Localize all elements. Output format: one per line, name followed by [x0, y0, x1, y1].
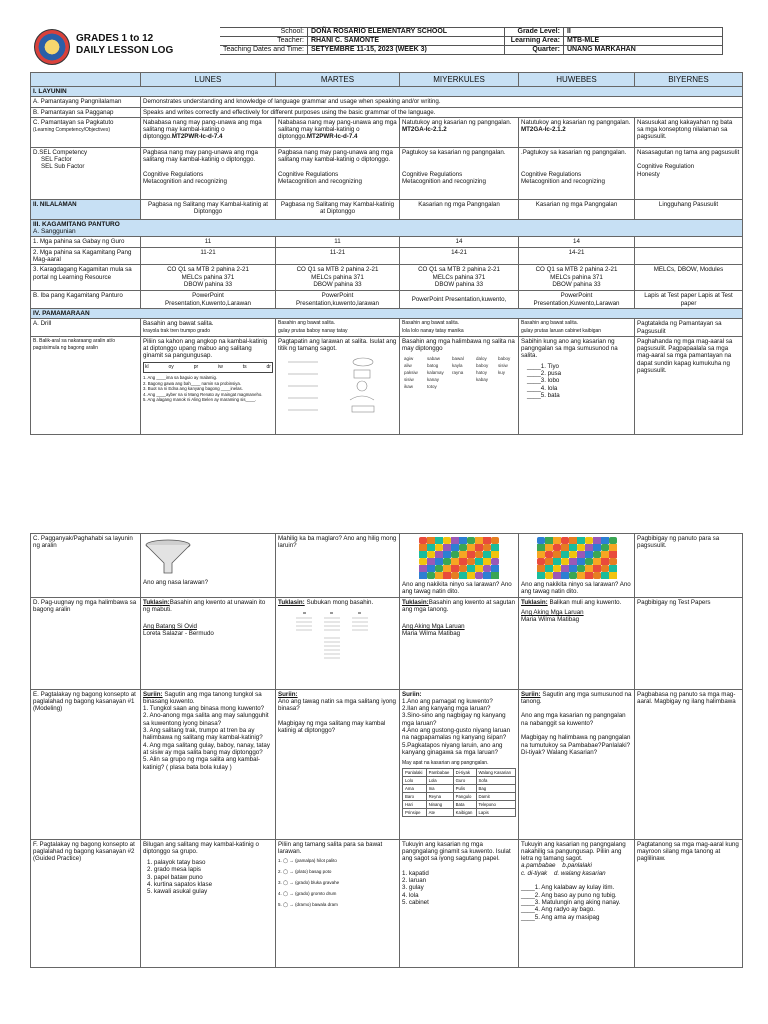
puzzle-piece [491, 551, 499, 558]
puzzle-piece [537, 572, 545, 579]
svg-text:batog: batog [427, 363, 439, 369]
puzzle-piece [459, 572, 467, 579]
puzzle-piece [467, 537, 475, 544]
puzzle-piece [467, 565, 475, 572]
puzzle-piece [577, 565, 585, 572]
header [30, 27, 740, 69]
puzzle-piece [475, 565, 483, 572]
puzzle-piece [585, 551, 593, 558]
puzzle-piece [443, 551, 451, 558]
puzzle-piece [475, 544, 483, 551]
puzzle-pieces-image [537, 537, 617, 579]
puzzle-piece [483, 572, 491, 579]
puzzle-piece [585, 565, 593, 572]
puzzle-piece [475, 537, 483, 544]
puzzle-piece [467, 544, 475, 551]
puzzle-piece [585, 572, 593, 579]
puzzle-piece [569, 537, 577, 544]
puzzle-piece [451, 537, 459, 544]
dates-value: SETYEMBRE 11-15, 2023 (WEEK 3) [307, 46, 504, 55]
svg-text:hatoy: hatoy [476, 370, 488, 376]
puzzle-piece [537, 544, 545, 551]
puzzle-piece [491, 544, 499, 551]
puzzle-piece [537, 551, 545, 558]
puzzle-piece [467, 572, 475, 579]
puzzle-piece [601, 544, 609, 551]
puzzle-piece [451, 565, 459, 572]
area-value: MTB-MLE [563, 37, 722, 46]
puzzle-piece [609, 544, 617, 551]
day-header: LUNES [141, 73, 276, 87]
puzzle-piece [419, 565, 427, 572]
puzzle-piece [585, 558, 593, 565]
svg-text:sisiw: sisiw [404, 377, 414, 383]
puzzle-piece [553, 565, 561, 572]
lesson-log-table-continued: C. Pagganyak/Paghahabi sa layunin ng aralin Ano ang nasa larawan? Mahilig ka ba maglaro? Ano ang hilig mong laruin? Ano ang nakikita ninyo sa larawan? Ano ang tawag natin dito. Ano ang nakikita ninyo sa larawan? Ano ang tawag natin dito. Pagbibigay ng panuto para sa pagsusulit. D. Pag-uugnay ng mga halimbawa sa bagong aralin Tuklasin:Basahin ang kwento at unawain ito ng mabuti. Ang Batang Si Ovid Loreta Salazar - Bermudo Tuklasin: Subukan mong basahin. Tuklasin:Basahin ang kwento at sagutan ang mga tanong. Ang Aking Mga Laruan Maria Wilma Matibag Tuklasin: Balikan muli ang kuwento. Ang Aking Mga Laruan Maria Wilma Matibag Pagbibigay ng Test Papers E. Pagtalakay ng bagong konsepto at paglalahad ng bagong kasanayan #1 (Modeling) Suriin: Sagutin ang mga tanong tungkol sa binasang kuwento. 1. Tungkol saan ang binasa mong kuwento? 2. Ano-anong mga salita ang may salungguhit sa kuwentong iyong binasa? 3. Ang salitang trak, trumpo at tren ba ay halimbawa ng salitang may kambal-katinig? 4. Ang mga salitang gulay, baboy, nanay, tatay at sisiw ay mga salita bang may diptonggo? 5. Alin sa grupo ng mga salita ang kambal-katinig? ( plasa bata bola kulay ) Suriin: Ano ang tawag natin sa mga salitang iyong binasa? Magbigay ng mga salitang may kambal katinig at diptonggo? Suriin: 1.Ano ang pamagat ng kuwento? 2.Ilan ang kanyang mga laruan? 3.Sino-sino ang nagbigay ng kanyang mga laruan? 4.Ano ang gustong-gusto niyang laruan na nagpapamalas ng kanyang isipan? 5.Pagkatapos niyang laruin, ano ang kanyang ginagawa sa mga laruan? May apat na kasarian ang pangngalan. Panlalaki Pambabae Di-tiyak Walang Kasarian Lolo Lola Guro Sofa Ama Ina Pulis Bag Baro Reyna Pangulo Damit Hari Ninang Bata Telepono Prinsipe Ate Kaibigan Lapis Suriin: Sagutin ang mga sumusunod na tanong. Ano ang mga kasarian ng pangngalan na nabanggit sa kuwento? Magbigay ng halimbawa ng pangngalan na tumutukoy sa Pambabae?Panlalaki?Di-tiyak? Walang Kasarian? Pagbabasa ng panuto sa mga mag-aaral. Magbigay ng ilang halimbawa F. Pagtalakay ng bagong konsepto at paglalahad ng bagong kasanayan #2 (Guided Practice) Bilugan ang salitang may kambal-katinig o diptonggo sa grupo. 1. palayok tatay baso 2. grado mesa lapis 3. papel bataw puno 4. kurtina sapatos klase 5. kawali asukal gulay Piliin ang tamang salita para sa bawat larawan. 1. ◯ → (pamalpa) hilot palito 2. ◯ → (plato) basag poto 3. ◯ → (grado) bluka gravahe 4. ◯ → (grado) gromto drum 5. ◯ → (dramo) bawala dram Tukuyin ang kasarian ng mga pangngalang ginamit sa kuwento. Isulat ang sagot sa iyong sagutang papel. 1. kapatid 2. laruan 3. gulay 4. lola 5. cabinet Tukuyin ang kasarian ng pangngalang nakahilig sa pangungusap. Piliin ang letra ng tamang sagot. a.pambabae b.panlalaki c. di-tiyak d. walang kasarian ____1. Ang kalabaw ay kulay itim. ____2. Ang baso ay puno ng tubig. ____3. Matulungin ang aking nanay. ____4. Ang radyo ay bago. ____5. Ang ama ay masipag Pagtatanong sa mga mag-aaral kung mayroon silang mga tanong at paglilinaw. [30, 533, 743, 968]
day-header: HUWEBES [519, 73, 635, 87]
puzzle-piece [593, 572, 601, 579]
puzzle-piece [585, 544, 593, 551]
puzzle-piece [443, 565, 451, 572]
puzzle-piece [553, 558, 561, 565]
svg-text:daloy: daloy [476, 356, 487, 362]
puzzle-piece [545, 544, 553, 551]
gender-table: Panlalaki Pambabae Di-tiyak Walang Kasarian Lolo Lola Guro Sofa Ama Ina Pulis Bag Baro Reyna Pangulo Damit Hari Ninang Bata Telepono Prinsipe Ate Kaibigan Lapis [402, 768, 516, 817]
puzzle-piece [545, 537, 553, 544]
puzzle-pieces-image [419, 537, 499, 579]
matching-exercise-image [278, 354, 388, 414]
puzzle-piece [459, 544, 467, 551]
puzzle-piece [427, 565, 435, 572]
svg-text:sisiw: sisiw [498, 363, 508, 369]
puzzle-piece [467, 558, 475, 565]
svg-text:agiw: agiw [404, 356, 414, 362]
puzzle-piece [561, 551, 569, 558]
puzzle-piece [609, 565, 617, 572]
puzzle-piece [459, 537, 467, 544]
svg-text:kabay: kabay [476, 377, 489, 383]
puzzle-piece [561, 565, 569, 572]
puzzle-piece [561, 537, 569, 544]
page-title: GRADES 1 to 12 DAILY LESSON LOG [76, 33, 174, 56]
puzzle-piece [483, 537, 491, 544]
svg-text:totoy: totoy [427, 384, 437, 390]
puzzle-piece [577, 544, 585, 551]
puzzle-piece [443, 558, 451, 565]
teacher-value: RHANI C. SAMONTE [307, 37, 504, 46]
puzzle-piece [467, 551, 475, 558]
header-meta: School: DOÑA ROSARIO ELEMENTARY SCHOOL Grade Level: II Teacher: RHANI C. SAMONTE Learning Area: MTB-MLE Teaching Dates and Time: SETYEMBRE 11-15, 2023 (WEEK 3) Quarter: UNANG MARKAHAN [220, 27, 723, 55]
puzzle-piece [451, 551, 459, 558]
puzzle-piece [553, 544, 561, 551]
puzzle-piece [545, 558, 553, 565]
puzzle-piece [545, 551, 553, 558]
svg-text:rayna: rayna [452, 370, 464, 376]
puzzle-piece [483, 565, 491, 572]
school-value: DOÑA ROSARIO ELEMENTARY SCHOOL [307, 28, 504, 37]
puzzle-piece [545, 565, 553, 572]
puzzle-piece [451, 544, 459, 551]
puzzle-piece [435, 572, 443, 579]
day-header: MIYERKULES [400, 73, 519, 87]
puzzle-piece [609, 537, 617, 544]
puzzle-piece [427, 537, 435, 544]
puzzle-piece [561, 572, 569, 579]
puzzle-piece [459, 551, 467, 558]
grade-value: II [563, 28, 722, 37]
puzzle-piece [483, 551, 491, 558]
deped-seal-icon [34, 29, 70, 65]
puzzle-piece [601, 565, 609, 572]
puzzle-piece [419, 558, 427, 565]
puzzle-piece [593, 544, 601, 551]
puzzle-piece [601, 572, 609, 579]
puzzle-piece [537, 565, 545, 572]
puzzle-piece [577, 537, 585, 544]
puzzle-piece [569, 558, 577, 565]
puzzle-piece [427, 572, 435, 579]
svg-text:paksiw: paksiw [404, 370, 418, 376]
puzzle-piece [553, 551, 561, 558]
puzzle-piece [537, 558, 545, 565]
puzzle-piece [419, 544, 427, 551]
quarter-value: UNANG MARKAHAN [563, 46, 722, 55]
puzzle-piece [435, 551, 443, 558]
puzzle-piece [569, 572, 577, 579]
puzzle-piece [545, 572, 553, 579]
puzzle-piece [609, 558, 617, 565]
puzzle-piece [577, 572, 585, 579]
puzzle-piece [561, 544, 569, 551]
puzzle-piece [585, 537, 593, 544]
svg-text:kuy: kuy [498, 370, 506, 376]
page-1 [0, 0, 768, 500]
svg-text:ikaw: ikaw [404, 384, 414, 390]
diphthong-word-table [402, 352, 517, 394]
puzzle-piece [451, 558, 459, 565]
puzzle-piece [577, 558, 585, 565]
puzzle-piece [443, 544, 451, 551]
section-layunin: I. LAYUNIN [31, 87, 743, 97]
puzzle-piece [483, 558, 491, 565]
puzzle-piece [601, 558, 609, 565]
puzzle-piece [553, 537, 561, 544]
puzzle-piece [593, 551, 601, 558]
puzzle-piece [569, 544, 577, 551]
puzzle-piece [443, 572, 451, 579]
puzzle-piece [475, 551, 483, 558]
puzzle-piece [609, 572, 617, 579]
puzzle-piece [569, 551, 577, 558]
day-header: BIYERNES [635, 73, 743, 87]
puzzle-piece [419, 572, 427, 579]
puzzle-piece [593, 565, 601, 572]
svg-text:bawal: bawal [452, 356, 464, 362]
puzzle-piece [491, 565, 499, 572]
puzzle-piece [427, 544, 435, 551]
puzzle-piece [427, 551, 435, 558]
puzzle-piece [459, 558, 467, 565]
svg-text:kalamay: kalamay [427, 370, 444, 376]
options-box: kl oy pr iw ts dr [143, 362, 273, 373]
word-list-image [278, 606, 396, 670]
puzzle-piece [491, 537, 499, 544]
puzzle-piece [435, 565, 443, 572]
svg-text:kayla: kayla [452, 363, 463, 369]
page-2 [0, 525, 768, 1024]
puzzle-piece [475, 558, 483, 565]
puzzle-piece [419, 551, 427, 558]
puzzle-piece [577, 551, 585, 558]
puzzle-piece [475, 572, 483, 579]
svg-text:kanay: kanay [427, 377, 440, 383]
svg-text:baboy: baboy [476, 363, 489, 369]
day-header: MARTES [276, 73, 400, 87]
puzzle-piece [601, 551, 609, 558]
puzzle-piece [553, 572, 561, 579]
puzzle-piece [609, 551, 617, 558]
puzzle-piece [569, 565, 577, 572]
svg-text:sabaw: sabaw [427, 356, 441, 362]
puzzle-piece [491, 572, 499, 579]
funnel-icon [143, 539, 193, 575]
puzzle-piece [451, 572, 459, 579]
puzzle-piece [561, 558, 569, 565]
puzzle-piece [537, 537, 545, 544]
puzzle-piece [491, 558, 499, 565]
puzzle-piece [483, 544, 491, 551]
puzzle-piece [593, 537, 601, 544]
puzzle-piece [593, 558, 601, 565]
puzzle-piece [419, 537, 427, 544]
puzzle-piece [601, 537, 609, 544]
puzzle-piece [435, 537, 443, 544]
puzzle-piece [435, 544, 443, 551]
svg-text:aliw: aliw [404, 363, 412, 369]
puzzle-piece [427, 558, 435, 565]
puzzle-piece [459, 565, 467, 572]
lesson-log-table: LUNES MARTES MIYERKULES HUWEBES BIYERNES I. LAYUNIN A. Pamantayang Pangnilalaman Demonstrates understanding and knowledge of language grammar and usage when speaking and/or writing. B. Pamantayan sa Pagganap Speaks and writes correctly and effectively for different purposes using the basic grammar of the language. C. Pamantayan sa Pagkatuto (Learning Competency/Objectives) Nababasa nang may pang-unawa ang mga salitang may kambal-katinig o diptonggo.MT2PWR-Ic-d-7.4 Nababasa nang may pang-unawa ang mga salitang may kambal-katinig o diptonggo.MT2PWR-Ic-d-7.4 Natutukoy ang kasarian ng pangngalan. MT2GA-Ic-2.1.2 Natutukoy ang kasarian ng pangngalan. MT2GA-Ic-2.1.2 Nasusukat ang kakayahan ng bata sa mga konseptong nilalaman sa pagsusulit. D.SEL Competency SEL Factor SEL Sub Factor Pagbasa nang may pang-unawa ang mga salitang may kambal-katinig o diptonggo. Cognitive Regulations Metacognition and recognizing Pagbasa nang may pang-unawa ang mga salitang may kambal-katinig o diptonggo. Cognitive Regulations Metacognition and recognizing Pagtukoy sa kasarian ng pangngalan. Cognitive Regulations Metacognition and recognizing .Pagtukoy sa kasarian ng pangngalan. Cognitive Regulations Metacognition and recognizing Nasasagutan ng tama ang pagsusulit Cognitive Regulation Honesty II. NILALAMAN Pagbasa ng Salitang may Kambal-katinig at Diptonggo Pagbasa ng Salitang may Kambal-katinig at Diptonggo Kasarian ng mga Pangngalan Kasarian ng mga Pangngalan Lingguhang Pasusulit III. KAGAMITANG PANTURO A. Sanggunian 1. Mga pahina sa Gabay ng Guro 11 11 14 14 2. Mga pahina sa Kagamitang Pang Mag-aaral 11-21 11-21 14-21 14-21 3. Karagdagang Kagamitan mula sa portal ng Learning Resource CO Q1 sa MTB 2 pahina 2-21 MELCs pahina 371 DBOW pahina 33 CO Q1 sa MTB 2 pahina 2-21 MELCs pahina 371 DBOW pahina 33 CO Q1 sa MTB 2 pahina 2-21 MELCs pahina 371 DBOW pahina 33 CO Q1 sa MTB 2 pahina 2-21 MELCs pahina 371 DBOW pahina 33 MELCs, DBOW, Modules B. Iba pang Kagamitang Panturo PowerPoint Presentation,Kuwento,Larawan PowerPoint Presentation,kuwento,larawan PowerPoint Presentation,kuwento, PowerPoint Presentation,Kuwento,Larawan Lapis at Test paper Lapis at Test paper IV. PAMAMARAAN A. Drill Basahin ang bawat salita. krayola trak tren trumpo grado Basahin ang bawat salita. gulay prutas baboy nanay tatay Basahin ang bawat salita. lola lolo nanay tatay manika Basahin ang bawat salita. gulay prutas laruan cabinet kaibigan Pagtatakda ng Pamantayan sa Pagsusulit B. Balik-aral sa nakaraang aralin at/o pagsisimula ng bagong aralin Piliin sa kahon ang angkop na kambal-katinig at diptonggo upang mabuo ang salitang ginamit sa pangungusap. kl oy pr iw ts dr 1. Ang ____ima sa baguio ay malamig. 2. Bagong gawa ang bah____ namin sa probinsiya. 3. Buot na ni Edna ang kanyang bagong ____inelas. 4. Ang ____ayber na si Mang Renato ay maingat magmaneho. 5. Ang alagang manok ni Aling Belen ay maraming sis____. Pagtapatin ang larawan at salita. Isulat ang titik ng tamang sagot. Basahin ang mga halimbawa ng salita na may diptonggo agiw aliw paksiw sisiw ikaw sabaw batog kalamay kanay totoy bawal kayla rayna daloy baboy hatoy kabay baboy sisiw kuy Sabihin kung ano ang kasarian ng pangngalan sa mga sumusunod na salita. ____1. Tiyo ____2. pusa ____3. lobo ____4. lola ____5. bata Paghahanda ng mga mag-aaral sa pagsusulit. Pagpapaalala sa mga mag-aaral sa mga pamantayan na dapat sundin kapag kumukuha ng pagsusulit. [30, 72, 743, 435]
puzzle-piece [443, 537, 451, 544]
puzzle-piece [435, 558, 443, 565]
svg-text:baboy: baboy [498, 356, 511, 362]
